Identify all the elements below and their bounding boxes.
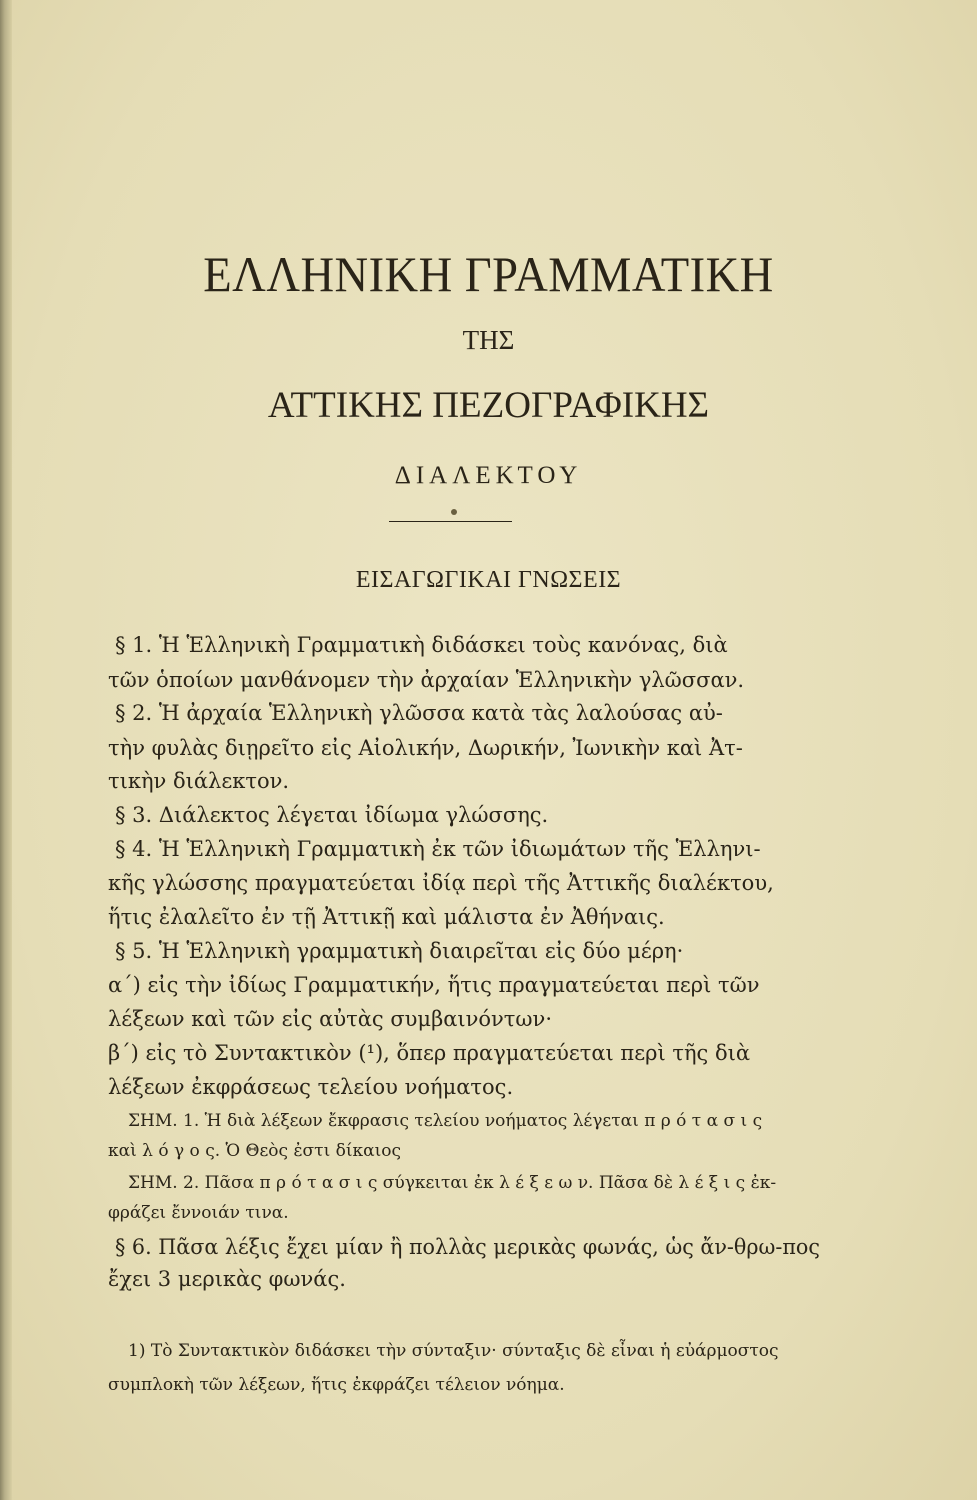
title-divider bbox=[389, 521, 512, 522]
book-title: ΕΛΛΗΝΙΚΗ ΓΡΑΜΜΑΤΙΚΗ bbox=[203, 246, 774, 302]
body-line-7: § 4. Ἡ Ἑλληνικὴ Γραμματικὴ ἐκ τῶν ἰδιωμάτων τῆς Ἑλληνι- bbox=[115, 837, 761, 861]
body-line-3: § 2. Ἡ ἀρχαία Ἑλληνικὴ γλῶσσα κατὰ τὰς λαλούσας αὐ- bbox=[115, 701, 723, 725]
note-line-1: ΣΗΜ. 1. Ἡ διὰ λέξεων ἔκφρασις τελείου νοήματος λέγεται π ρ ό τ α σ ι ς bbox=[128, 1111, 763, 1131]
subtitle-tis: ΤΗΣ bbox=[462, 325, 515, 355]
ornament-dot bbox=[451, 509, 457, 515]
note-line-3: ΣΗΜ. 2. Πᾶσα π ρ ό τ α σ ι ς σύγκειται ἐκ λ έ ξ ε ω ν. Πᾶσα δὲ λ έ ξ ι ς ἐκ- bbox=[128, 1173, 777, 1193]
body-line-6: § 3. Διάλεκτος λέγεται ἰδίωμα γλώσσης. bbox=[115, 803, 549, 827]
footnote-line-2: συμπλοκὴ τῶν λέξεων, ἥτις ἐκφράζει τέλειον νόημα. bbox=[108, 1375, 565, 1395]
subtitle-dialektou: ΔΙΑΛΕΚΤΟΥ bbox=[394, 462, 583, 489]
body-line-13: β΄) εἰς τὸ Συντακτικὸν (¹), ὅπερ πραγματεύεται περὶ τῆς διὰ bbox=[108, 1041, 751, 1065]
note-line-2: καὶ λ ό γ ο ς. Ὁ Θεὸς ἐστι δίκαιος bbox=[108, 1141, 402, 1161]
subtitle-attikis: ΑΤΤΙΚΗΣ ΠΕΖΟΓΡΑΦΙΚΗΣ bbox=[267, 385, 710, 426]
body-line-11: α΄) εἰς τὴν ἰδίως Γραμματικήν, ἥτις πραγματεύεται περὶ τῶν bbox=[108, 973, 760, 997]
body-line-15: § 6. Πᾶσα λέξις ἔχει μίαν ἢ πολλὰς μερικὰς φωνάς, ὡς ἄν-θρω-πος bbox=[115, 1235, 820, 1259]
body-line-4: τὴν φυλὰς διῃρεῖτο εἰς Αἰολικήν, Δωρικήν, Ἰωνικὴν καὶ Ἀτ- bbox=[108, 736, 743, 760]
body-line-5: τικὴν διάλεκτον. bbox=[108, 769, 290, 793]
body-line-12: λέξεων καὶ τῶν εἰς αὐτὰς συμβαινόντων· bbox=[108, 1007, 552, 1031]
body-line-1: § 1. Ἡ Ἑλληνικὴ Γραμματικὴ διδάσκει τοὺς κανόνας, διὰ bbox=[115, 633, 728, 657]
body-line-14: λέξεων ἐκφράσεως τελείου νοήματος. bbox=[108, 1075, 514, 1099]
binding-gutter bbox=[0, 0, 12, 1500]
section-heading: ΕΙΣΑΓΩΓΙΚΑΙ ΓΝΩΣΕΙΣ bbox=[355, 567, 622, 593]
body-line-9: ἥτις ἐλαλεῖτο ἐν τῇ Ἀττικῇ καὶ μάλιστα ἐν Ἀθήναις. bbox=[108, 905, 665, 929]
body-line-16: ἔχει 3 μερικὰς φωνάς. bbox=[108, 1267, 346, 1291]
footnote-line-1: 1) Τὸ Συντακτικὸν διδάσκει τὴν σύνταξιν· σύνταξις δὲ εἶναι ἡ εὐάρμοστος bbox=[128, 1341, 779, 1361]
body-line-10: § 5. Ἡ Ἑλληνικὴ γραμματικὴ διαιρεῖται εἰς δύο μέρη· bbox=[115, 939, 684, 963]
note-line-4: φράζει ἔννοιάν τινα. bbox=[108, 1203, 289, 1223]
body-line-2: τῶν ὁποίων μανθάνομεν τὴν ἀρχαίαν Ἑλληνικὴν γλῶσσαν. bbox=[108, 668, 745, 692]
body-line-8: κῆς γλώσσης πραγματεύεται ἰδίᾳ περὶ τῆς Ἀττικῆς διαλέκτου, bbox=[108, 871, 774, 895]
